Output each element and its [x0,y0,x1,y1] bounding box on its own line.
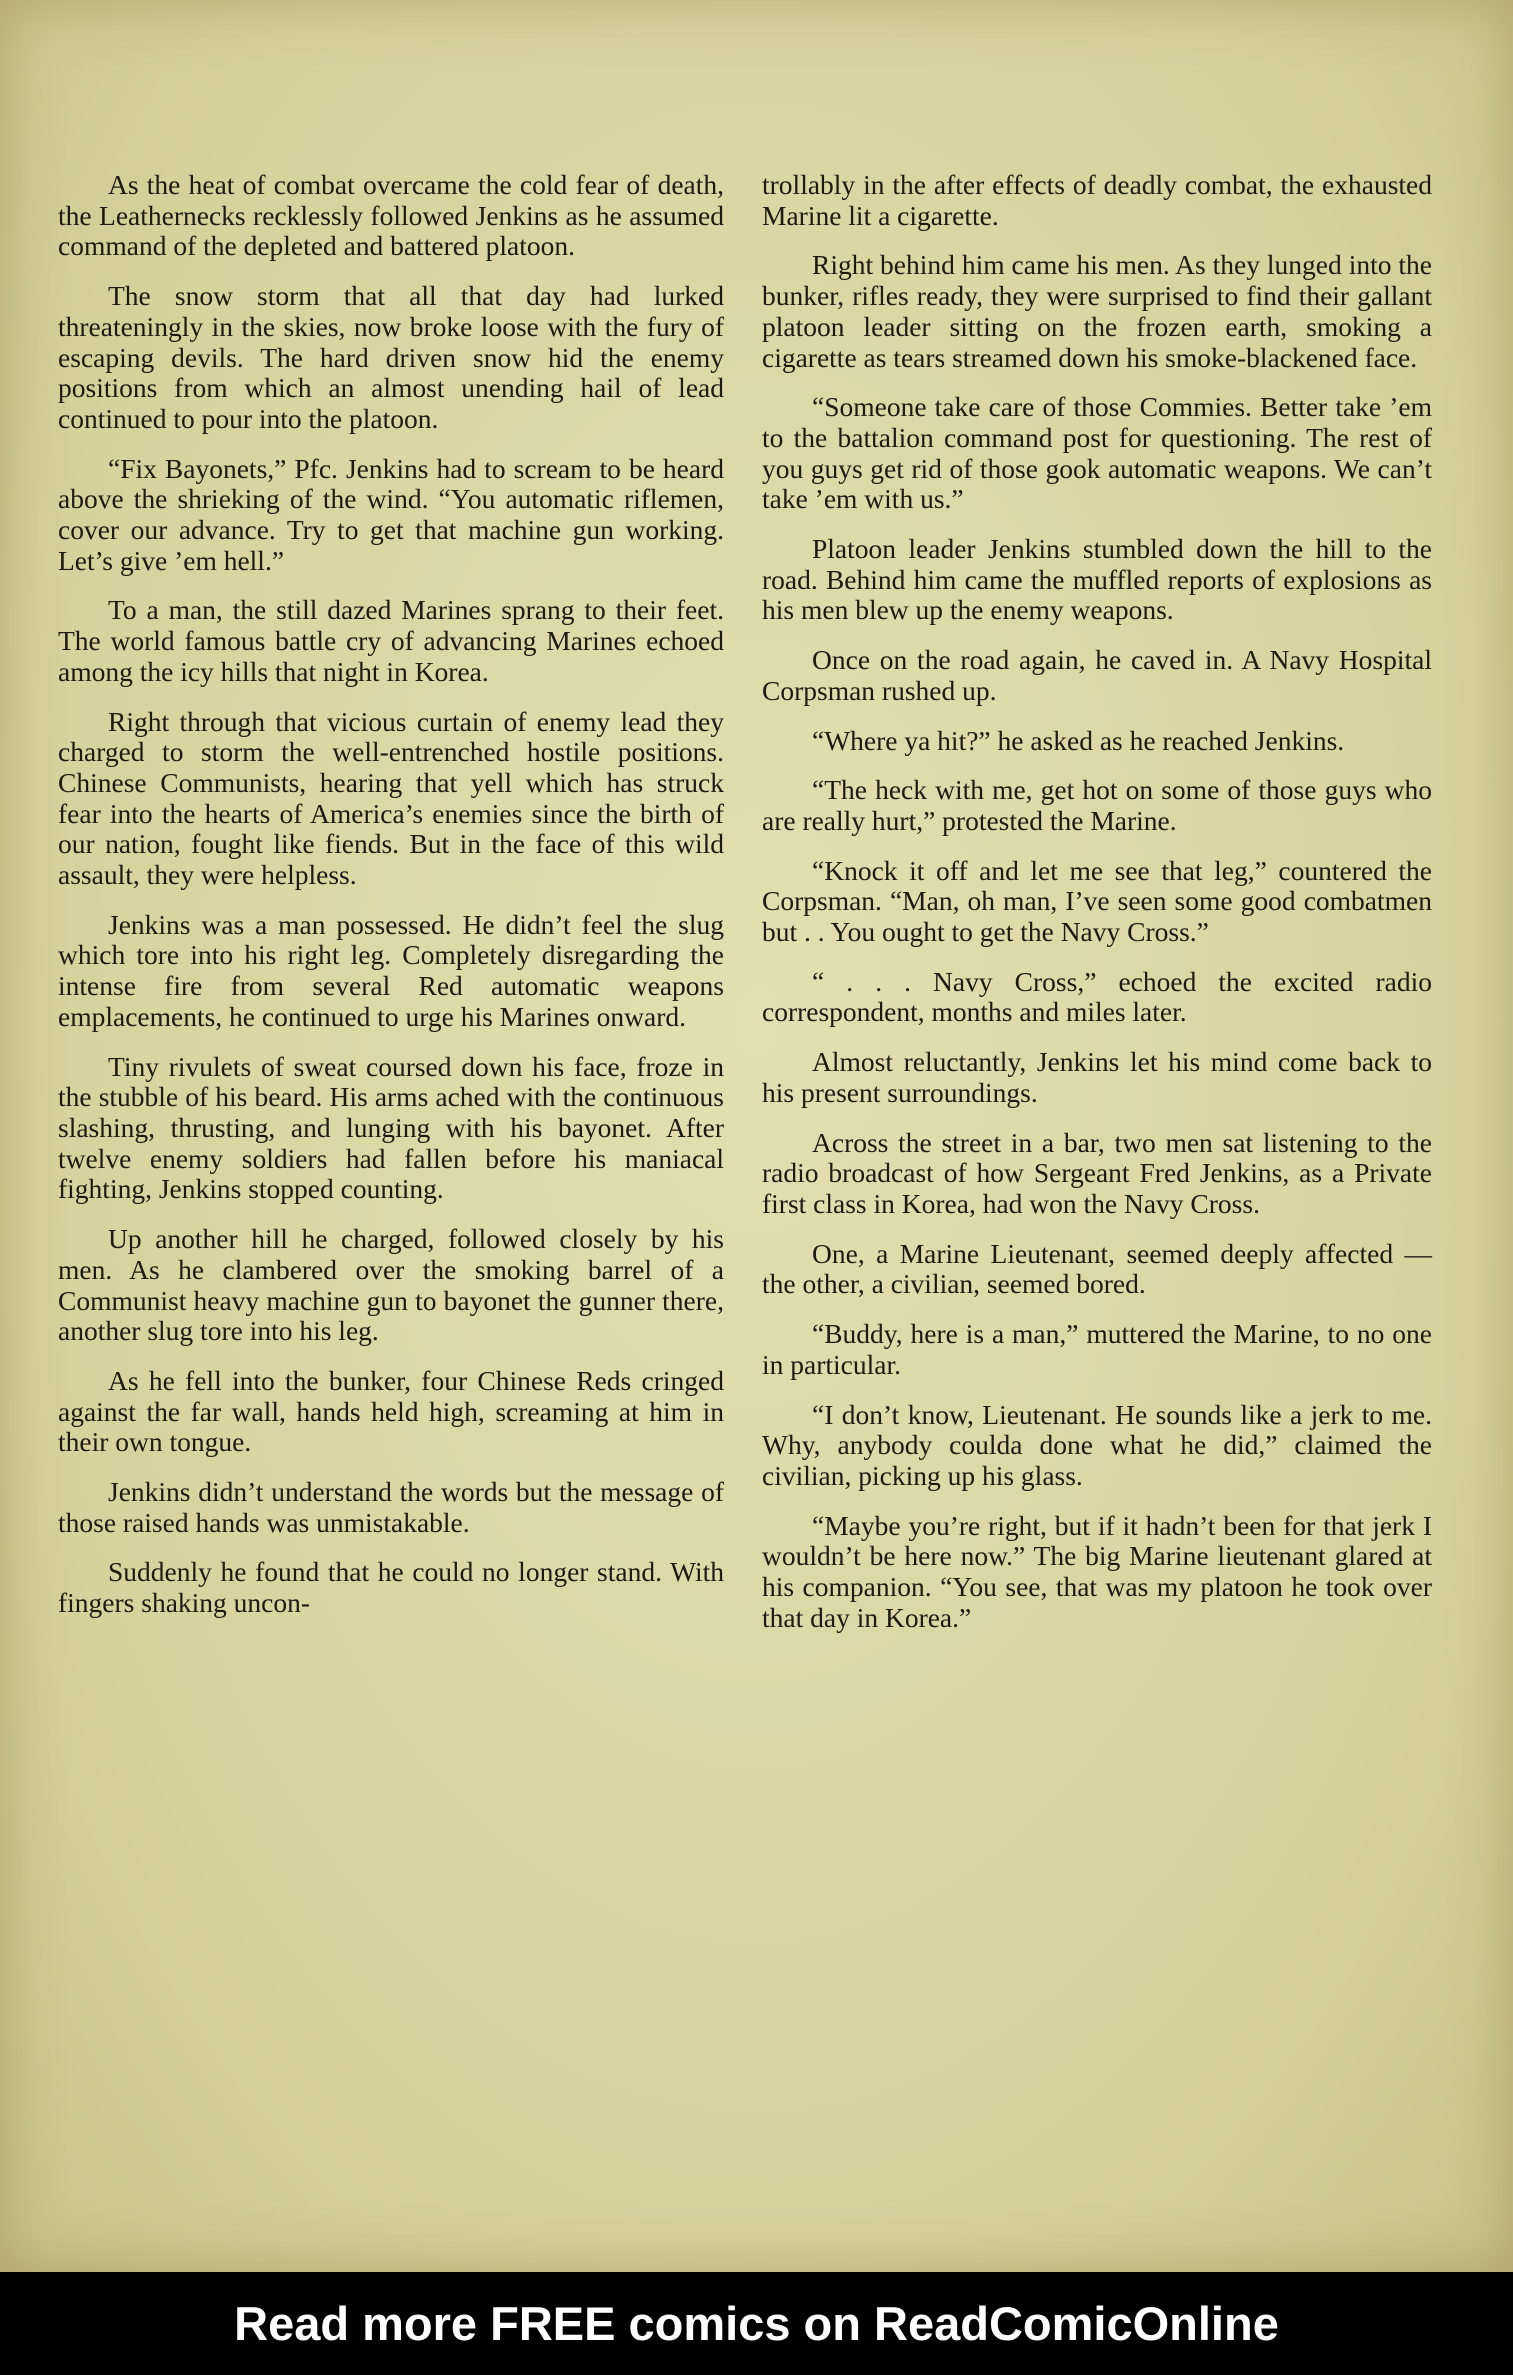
paragraph: Tiny rivulets of sweat coursed down his face, froze in the stubble of his beard. His arms ached with the continuous slashing, thrusting, and lunging with his bayonet. After twelve enemy soldiers had fallen before his maniacal fighting, Jenkins stopped counting. [58,1050,724,1205]
paragraph: The snow storm that all that day had lurked threateningly in the skies, now broke loose with the fury of escaping devils. The hard driven snow hid the enemy positions from which an almost unending hail of lead continued to pour into the platoon. [58,280,724,434]
paragraph: Once on the road again, he caved in. A Navy Hospital Corpsman rushed up. [762,644,1432,706]
read-more-link[interactable]: Read more FREE comics on ReadComicOnline [234,2297,1279,2350]
paragraph: As the heat of combat overcame the cold fear of death, the Leathernecks recklessly followed Jenkins as he assumed command of the depleted and battered platoon. [58,169,724,262]
paragraph: “The heck with me, get hot on some of those guys who are really hurt,” protested the Marine. [762,774,1432,836]
paragraph: “I don’t know, Lieutenant. He sounds like a jerk to me. Why, anybody coulda done what he did,” claimed the civilian, picking up his glass. [762,1398,1432,1491]
paragraph: As he fell into the bunker, four Chinese Reds cringed against the far wall, hands held high, screaming at him in their own tongue. [58,1364,724,1458]
paragraph: “Where ya hit?” he asked as he reached Jenkins. [812,724,1345,756]
paragraph-continuation: trollably in the after effects of deadly combat, the exhausted Marine lit a cigarette. [762,169,1432,231]
paragraph: Up another hill he charged, followed closely by his men. As he clambered over the smoking barrel of a Communist heavy machine gun to bayonet the gunner there, another slug tore into his leg. [58,1223,724,1347]
paragraph: Right behind him came his men. As they lunged into the bunker, rifles ready, they were surprised to find their gallant platoon leader sitting on the frozen earth, smoking a cigarette as tears streamed down his smoke-blackened face. [762,249,1432,373]
paragraph: “Buddy, here is a man,” muttered the Marine, to no one in particular. [762,1318,1432,1380]
paragraph: Jenkins didn’t understand the words but the message of those raised hands was unmistakable. [58,1476,724,1538]
paragraph: “Knock it off and let me see that leg,” countered the Corpsman. “Man, oh man, I’ve seen some good combatmen but . . You ought to get the Navy Cross.” [762,854,1432,948]
paragraph: One, a Marine Lieutenant, seemed deeply affected — the other, a civilian, seemed bored. [762,1237,1432,1300]
paragraph: “Someone take care of those Commies. Better take ’em to the battalion command post for questioning. The rest of you guys get rid of those gook automatic weapons. We can’t take ’em with us.” [762,391,1432,515]
paragraph: To a man, the still dazed Marines sprang to their feet. The world famous battle cry of advancing Marines echoed among the icy hills that night in Korea. [58,594,724,687]
paragraph: Across the street in a bar, two men sat listening to the radio broadcast of how Sergeant Fred Jenkins, as a Private first class in Korea, had won the Navy Cross. [762,1126,1432,1219]
paragraph: “Maybe you’re right, but if it hadn’t been for that jerk I wouldn’t be here now.” The big Marine lieutenant glared at his companion. “You see, that was my platoon he took over that day in Korea.” [762,1509,1432,1633]
paragraph: “ . . . Navy Cross,” echoed the excited radio correspondent, months and miles later. [762,965,1432,1028]
right-column [762,170,1432,1652]
footer-banner [0,2272,1513,2375]
paragraph: “Fix Bayonets,” Pfc. Jenkins had to scream to be heard above the shrieking of the wind. “You automatic riflemen, cover our advance. Try to get that machine gun working. Let’s give ’em hell.” [58,452,724,576]
paragraph: Platoon leader Jenkins stumbled down the hill to the road. Behind him came the muffled reports of explosions as his men blew up the enemy weapons. [762,533,1432,626]
paragraph: Suddenly he found that he could no longer stand. With fingers shaking uncon- [58,1556,724,1619]
paragraph: Right through that vicious curtain of enemy lead they charged to storm the well-entrenched hostile positions. Chinese Communists, hearing that yell which has struck fear into the hearts of America’s enemies since the birth of our nation, fought like fiends. But in the face of this wild assault, they were helpless. [58,705,724,891]
paragraph: Jenkins was a man possessed. He didn’t feel the slug which tore into his right leg. Completely disregarding the intense fire from several Red automatic weapons emplacements, he continued to urge his Marines onward. [58,908,724,1032]
left-column [58,170,724,1638]
paragraph: Almost reluctantly, Jenkins let his mind come back to his present surroundings. [762,1046,1432,1108]
